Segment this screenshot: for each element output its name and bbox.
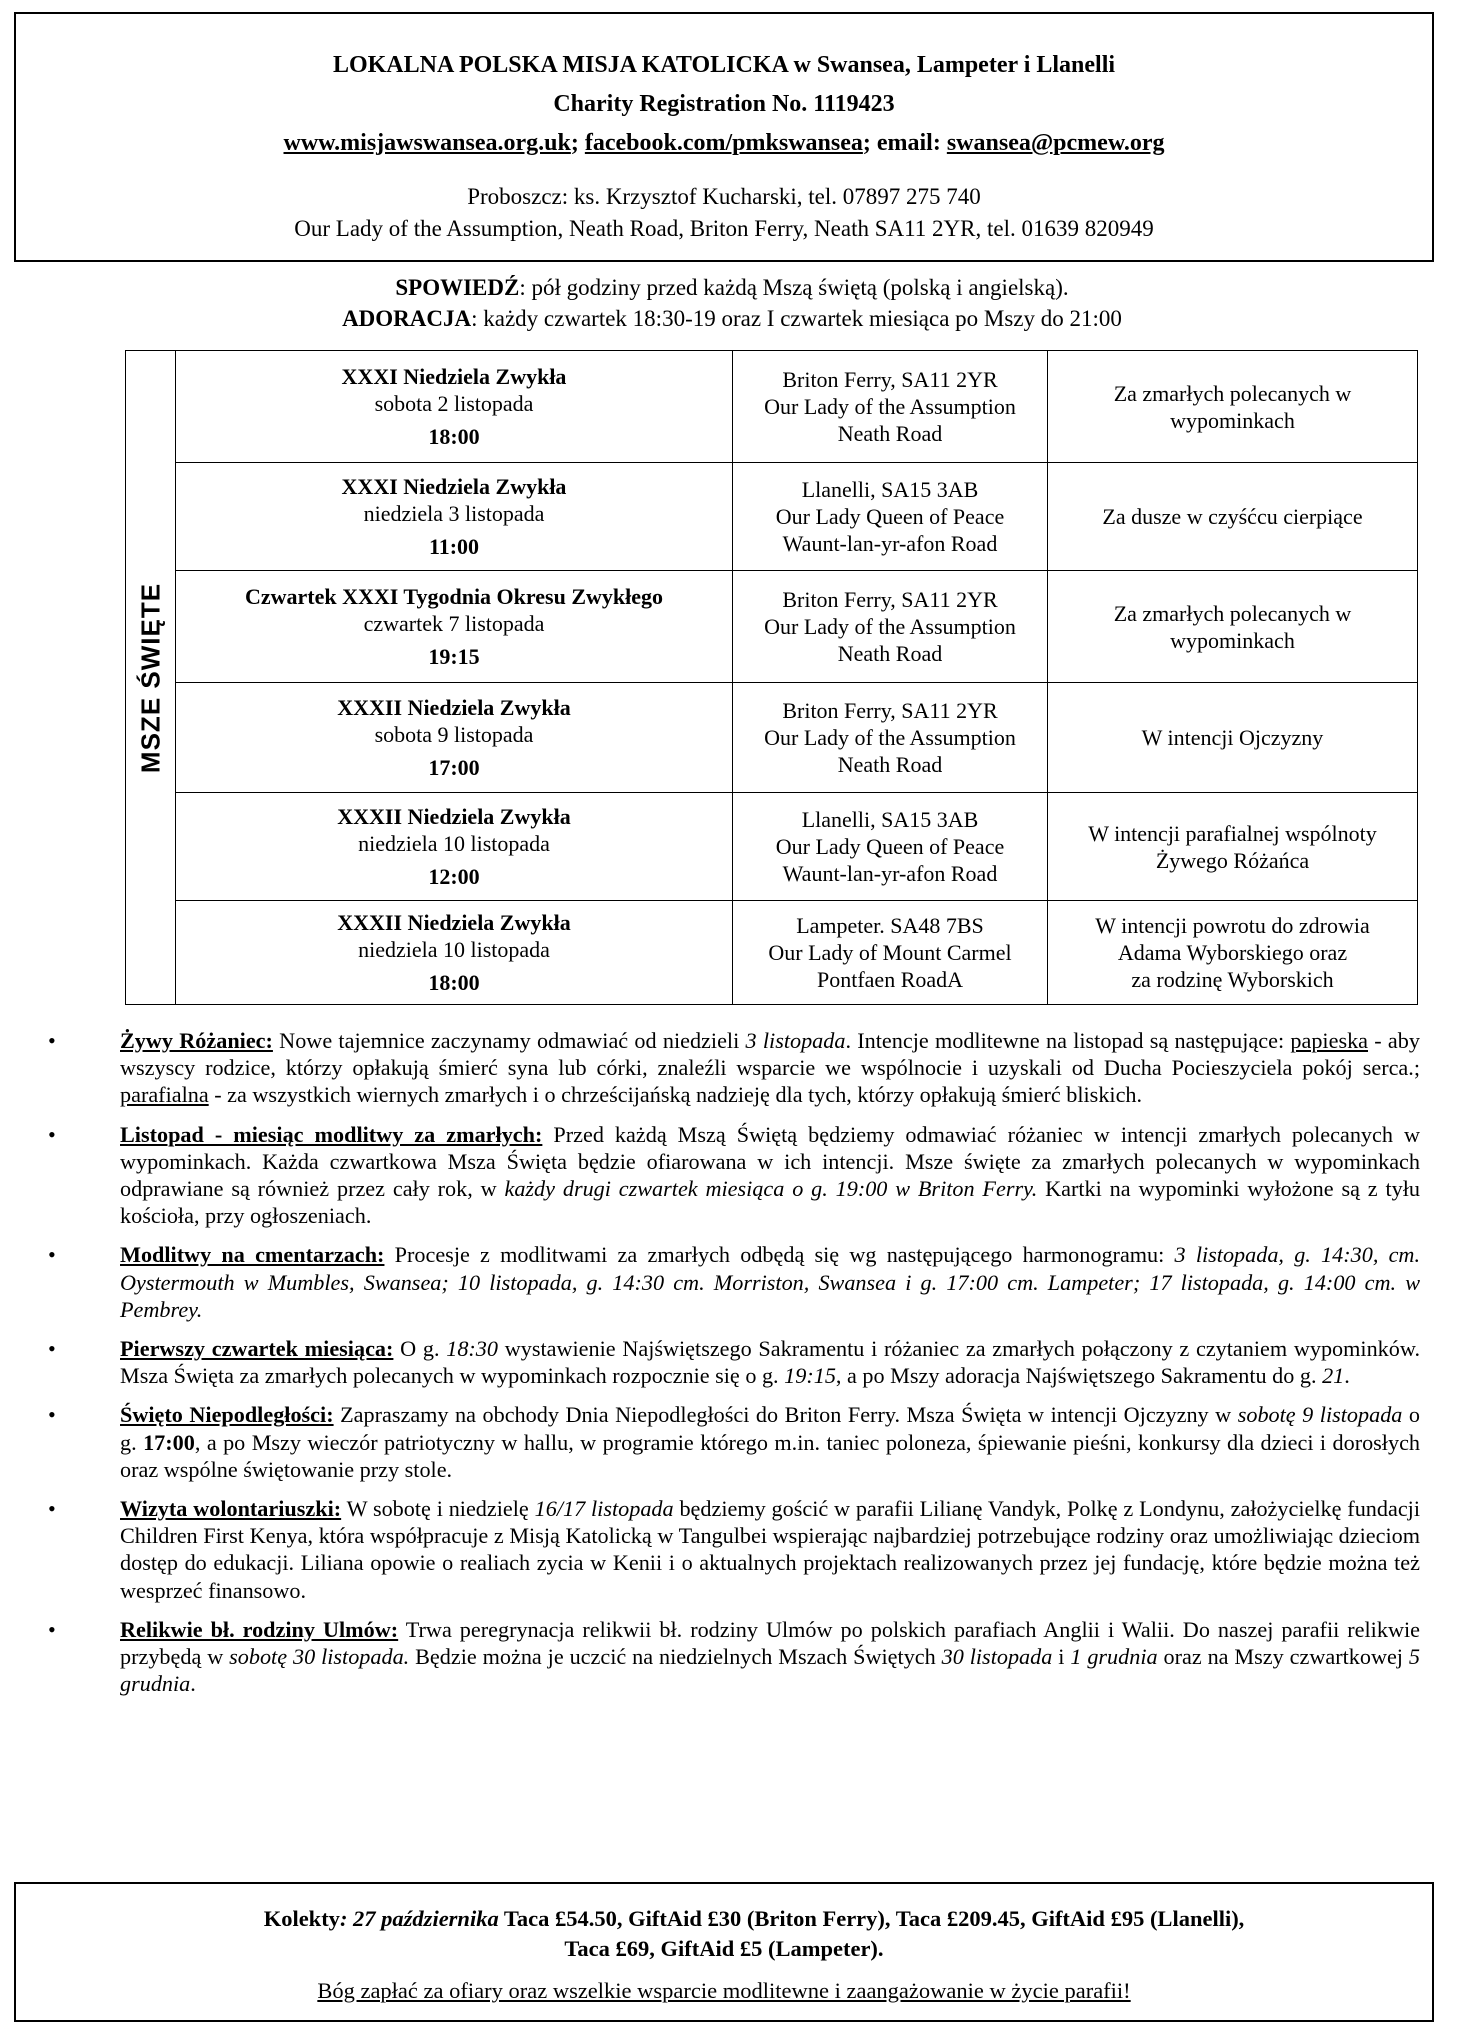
- announcement-heading: Święto Niepodległości:: [120, 1402, 334, 1428]
- adoration-line: ADORACJA: każdy czwartek 18:30-19 oraz I czwartek miesiąca po Mszy do 21:00: [342, 306, 1122, 331]
- contact-line: www.misjawswansea.org.uk; facebook.com/pmkswansea; email: swansea@pcmew.org: [283, 130, 1165, 156]
- bullet-icon: •: [48, 1616, 56, 1642]
- bullet-icon: •: [48, 1336, 56, 1362]
- mass-intention-cell: W intencji powrotu do zdrowia Adama Wyborskiego oraz za rodzinę Wyborskich: [1048, 901, 1418, 1005]
- announcements-list: [40, 1027, 1420, 1709]
- announcement-cemetery-prayers: • Modlitwy na cmentarzach: Procesje z modlitwami za zmarłych odbędą się wg następującego harmonogramu: 3 listopada, g. 14:30, cm. Oystermouth w Mumbles, Swansea; 10 listopada, g. 14:30 cm. Morriston, Swansea i g. 17:00 cm. Lampeter; 17 listopada, g. 14:00 cm. w Pembrey.: [48, 1242, 1420, 1322]
- bullet-icon: •: [48, 1028, 56, 1053]
- announcement-heading: Listopad - miesiąc modlitwy za zmarłych:: [120, 1121, 543, 1147]
- announcement-heading: Żywy Różaniec:: [120, 1028, 273, 1053]
- mass-schedule-table: [125, 350, 1418, 1005]
- mass-event-cell: Czwartek XXXI Tygodnia Okresu Zwykłego czwartek 7 listopada 19:15: [176, 571, 733, 683]
- announcement-independence-day: • Święto Niepodległości: Zapraszamy na obchody Dnia Niepodległości do Briton Ferry. Msza Święta w intencji Ojczyzny w sobotę 9 listopada o g. 17:00, a po Mszy wieczór patriotyczny w hallu, w programie którego m.in. taniec poloneza, śpiewanie pieśni, konkursy dla dzieci i dorosłych oraz wspólne świętowanie przy stole.: [48, 1402, 1421, 1482]
- mass-intention-cell: Za dusze w czyśćcu cierpiące: [1048, 463, 1418, 571]
- confession-line: SPOWIEDŹ: pół godziny przed każdą Mszą świętą (polską i angielską).: [395, 275, 1069, 300]
- mass-event-cell: XXXII Niedziela Zwykła sobota 9 listopada 17:00: [176, 683, 733, 793]
- mass-location-cell: Briton Ferry, SA11 2YR Our Lady of the Assumption Neath Road: [733, 571, 1048, 683]
- website-link[interactable]: www.misjawswansea.org.uk: [283, 130, 571, 156]
- announcement-relics: • Relikwie bł. rodziny Ulmów: Trwa peregrynacja relikwii bł. rodziny Ulmów po polskich parafiach Anglii i Walii. Do naszej parafii relikwie przybędą w sobotę 30 listopada. Będzie można je uczcić na niedzielnych Mszach Świętych 30 listopada i 1 grudnia oraz na Mszy czwartkowej 5 grudnia.: [48, 1616, 1420, 1697]
- announcement-heading: Pierwszy czwartek miesiąca:: [120, 1336, 394, 1362]
- mass-intention-cell: Za zmarłych polecanych w wypominkach: [1048, 571, 1418, 683]
- mass-location-cell: Briton Ferry, SA11 2YR Our Lady of the Assumption Neath Road: [733, 683, 1048, 793]
- table-row: [126, 901, 1418, 1005]
- table-row: [126, 793, 1418, 901]
- mass-intention-cell: W intencji Ojczyzny: [1048, 683, 1418, 793]
- address-line: Our Lady of the Assumption, Neath Road, Briton Ferry, Neath SA11 2YR, tel. 01639 820949: [294, 216, 1154, 241]
- email-link[interactable]: swansea@pcmew.org: [946, 130, 1165, 156]
- table-row: [126, 571, 1418, 683]
- announcement-november: • Listopad - miesiąc modlitwy za zmarłych: Przed każdą Mszą Świętą będziemy odmawiać różaniec w intencji zmarłych polecanych w wypominkach. Każda czwartkowa Msza Święta będzie ofiarowana w ich intencji. Msze święte za zmarłych polecanych w wypominkach odprawiane są również przez cały rok, w każdy drugi czwartek miesiąca o g. 19:00 w Briton Ferry. Kartki na wypominki wyłożone są z tyłu kościoła, przy ogłoszeniach.: [48, 1121, 1421, 1229]
- mass-location-cell: Briton Ferry, SA11 2YR Our Lady of the Assumption Neath Road: [733, 351, 1048, 463]
- announcement-rosary: • Żywy Różaniec: Nowe tajemnice zaczynamy odmawiać od niedzieli 3 listopada. Intencje modlitewne na listopad są następujące: papieska - aby wszyscy rodzice, którzy opłakują śmierć syna lub córki, znaleźli wsparcie we wspólnocie i uzyskali od Ducha Pocieszyciela pokój serca.; parafialna - za wszystkich wiernych zmarłych i o chrześcijańską nadzieję dla tych, którzy opłakują śmierć bliskich.: [48, 1028, 1420, 1108]
- bullet-icon: •: [48, 1496, 56, 1522]
- mass-location-cell: Llanelli, SA15 3AB Our Lady Queen of Peace Waunt-lan-yr-afon Road: [733, 793, 1048, 901]
- bullet-icon: •: [48, 1402, 56, 1428]
- table-row: [126, 351, 1418, 463]
- collections-line-2: Taca £69, GiftAid £5 (Lampeter).: [564, 1936, 884, 1961]
- announcement-heading: Modlitwy na cmentarzach:: [120, 1242, 385, 1268]
- charity-number: Charity Registration No. 1119423: [553, 91, 895, 117]
- mass-event-cell: XXXII Niedziela Zwykła niedziela 10 listopada 18:00: [176, 901, 733, 1005]
- priest-line: Proboszcz: ks. Krzysztof Kucharski, tel. 07897 275 740: [467, 184, 981, 209]
- mass-event-cell: XXXI Niedziela Zwykła niedziela 3 listopada 11:00: [176, 463, 733, 571]
- announcement-volunteer-visit: • Wizyta wolontariuszki: W sobotę i niedzielę 16/17 listopada będziemy gościć w parafii Lilianę Vandyk, Polkę z Londynu, założycielkę fundacji Children First Kenya, która współpracuje z Misją Katolicką w Tangulbei wspierając najbardziej potrzebujące rodziny oraz umożliwiając dzieciom dostęp do edukacji. Liliana opowie o realiach zycia w Kenii i o aktualnych projektach realizowanych przez jej fundację, które będzie można też wesprzeć finansowo.: [48, 1496, 1420, 1603]
- facebook-link[interactable]: facebook.com/pmkswansea: [584, 130, 863, 156]
- bullet-icon: •: [48, 1121, 56, 1147]
- collections-box: [14, 1882, 1434, 2022]
- announcement-heading: Wizyta wolontariuszki:: [120, 1496, 342, 1522]
- table-row: [126, 683, 1418, 793]
- bullet-icon: •: [48, 1242, 56, 1268]
- collections-line-1: Kolekty: 27 października Taca £54.50, GiftAid £30 (Briton Ferry), Taca £209.45, GiftAid £95 (Llanelli),: [263, 1906, 1245, 1931]
- mass-intention-cell: Za zmarłych polecanych w wypominkach: [1048, 351, 1418, 463]
- mass-event-cell: XXXI Niedziela Zwykła sobota 2 listopada 18:00: [176, 351, 733, 463]
- masses-vertical-label: MSZE ŚWIĘTE: [126, 351, 176, 1005]
- announcement-heading: Relikwie bł. rodziny Ulmów:: [120, 1616, 399, 1642]
- thanks-line: Bóg zapłać za ofiary oraz wszelkie wsparcie modlitewne i zaangażowanie w życie parafii!: [317, 1978, 1131, 2003]
- mass-location-cell: Llanelli, SA15 3AB Our Lady Queen of Peace Waunt-lan-yr-afon Road: [733, 463, 1048, 571]
- header-box: [14, 12, 1434, 262]
- mission-title: LOKALNA POLSKA MISJA KATOLICKA w Swansea, Lampeter i Llanelli: [332, 52, 1116, 78]
- table-row: [126, 463, 1418, 571]
- announcement-first-thursday: • Pierwszy czwartek miesiąca: O g. 18:30 wystawienie Najświętszego Sakramentu i różaniec za zmarłych połączony z czytaniem wypominków. Msza Święta za zmarłych polecanych w wypominkach rozpocznie się o g. 19:15, a po Mszy adoracja Najświętszego Sakramentu do g. 21.: [48, 1336, 1420, 1389]
- mass-event-cell: XXXII Niedziela Zwykła niedziela 10 listopada 12:00: [176, 793, 733, 901]
- mass-intention-cell: W intencji parafialnej wspólnoty Żywego Różańca: [1048, 793, 1418, 901]
- mass-location-cell: Lampeter. SA48 7BS Our Lady of Mount Carmel Pontfaen RoadA: [733, 901, 1048, 1005]
